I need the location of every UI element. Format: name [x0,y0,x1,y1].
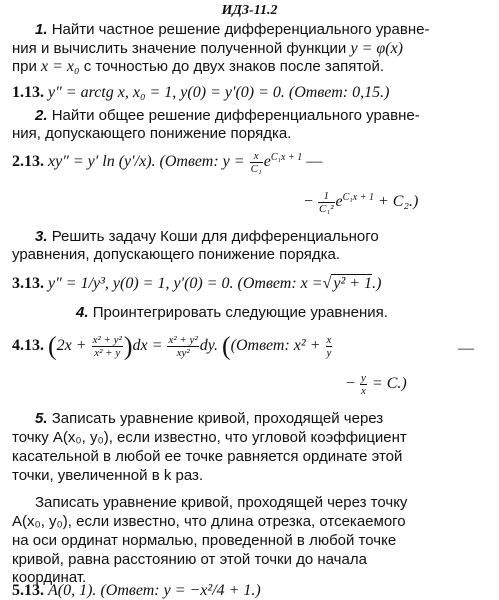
problem-4-13-cont [346,372,407,397]
task5-para2-line2: A(x₀, y₀), если известно, что длина отрезка, отсекаемого [12,513,406,530]
task5-para2-line3: на оси ординат нормалью, проведенной в любой точке [12,532,397,549]
task5-para1-line2: точку A(x₀, y₀), если известно, что угловой коэффициент [12,429,407,446]
task-text: Решить задачу Коши для дифференциального [51,228,379,245]
paren: ( [221,331,231,361]
continuation-dash: — [458,340,474,357]
task-number: 4. [76,304,89,321]
minus-sign: − [346,375,356,393]
task5-para2-line5: координат. [12,569,87,586]
problem-answer: = C.) [371,375,407,393]
problem-equation: y″ = arctg x, x₀ = 1, y(0) = y′(0) = 0. [48,84,285,101]
task2-line2 [12,125,291,142]
problem-2-13-cont [304,190,418,215]
sqrt-body: y² + 1 [333,275,373,292]
problem-answer-end: .) [372,275,382,292]
fraction: $\frac{x}{\text{C₁}}$ [250,150,262,175]
problem-answer: (Ответ: 0,15.) [288,84,390,101]
page-title: ИДЗ-11.2 [221,3,278,18]
continuation-dash: — [306,153,323,171]
exponent: C₁x + 1 [270,151,303,163]
problem-answer: (Ответ: y = [159,153,245,171]
task-text: при [12,58,37,75]
task5-para1-line1 [35,410,383,427]
problem-answer: + C₂.) [377,193,419,211]
task-text: Найти частное решение дифференциального уравне- [51,21,430,38]
problem-number: 5.13. [12,582,44,599]
task-text: Проинтегрировать следующие уравнения. [92,304,388,321]
fraction: $\frac{y}{x}$ [361,372,366,397]
task5-para1-line3: касательной в любой ее точке равняется ординате этой [12,448,403,465]
problem-1-13 [12,84,389,102]
problem-3-13 [12,275,381,293]
task-text: ния и вычислить значение полученной функции [12,40,347,57]
task-text: ния, допускающего понижение порядка. [12,125,292,142]
task4-line1 [76,304,388,321]
problem-5-13 [12,582,261,600]
exp-base: e [335,193,343,211]
task-number: 3. [35,228,48,245]
task5-para1-line4: точки, увеличенной в k раз. [12,467,204,484]
task-text: Записать уравнение кривой, проходящей через [51,410,384,427]
sqrt-sign: √ [322,275,332,292]
term: dy. [199,337,218,355]
task-text: уравнения, допускающего понижение порядка. [12,246,341,263]
task5-para2-line4: кривой, равна расстоянию от этой точки до начала [12,551,367,568]
task-text: Найти общее решение дифференциального уравне- [51,107,420,124]
task2-line1 [35,107,420,124]
minus-sign: − [304,193,314,211]
task-number: 5. [35,410,48,427]
problem-number: 2.13. [12,153,44,171]
term: dx = [132,337,163,355]
fraction: $\frac{1}{\text{C₁²}}$ [319,190,334,215]
task-text: с точностью до двух знаков после запятой. [83,58,384,75]
problem-number: 4.13. [12,337,44,355]
problem-equation: A(0, 1). [48,582,97,599]
fraction: $\frac{\text{x² + y²}}{\text{xy²}}$ [168,334,198,359]
task1-line1 [35,21,429,38]
problem-number: 3.13. [12,275,44,292]
problem-answer: (Ответ: x² + [230,337,321,355]
problem-2-13 [12,150,322,175]
problem-equation: xy″ = y′ ln (y′/x). [48,153,156,171]
term: 2x + [56,337,87,355]
problem-equation: y″ = 1/y³, y(0) = 1, y′(0) = 0. [48,275,234,292]
paren: ( [48,331,57,361]
problem-answer: (Ответ: y = −x²/4 + 1.) [100,582,261,599]
paren: ) [123,331,133,361]
task1-line3 [12,58,384,75]
problem-4-13 [12,331,333,361]
problem-number: 1.13. [12,84,44,101]
task-number: 2. [35,107,48,124]
math-expression: y = φ(x) [350,40,403,57]
fraction: $\frac{x}{y}$ [326,334,332,359]
task3-line2 [12,246,340,263]
task1-line2 [12,40,403,57]
exponent: C₁x + 1 [342,191,374,203]
problem-answer: (Ответ: x = [237,275,323,292]
exp-base: e [263,153,271,171]
task5-para2-line1: Записать уравнение кривой, проходящей через точку [35,494,408,511]
fraction: $\frac{\text{x² + y²}}{\text{x² + y}}$ [92,334,122,359]
task3-line1 [35,228,379,245]
task-number: 1. [35,21,48,38]
math-expression: x = x₀ [41,58,80,75]
